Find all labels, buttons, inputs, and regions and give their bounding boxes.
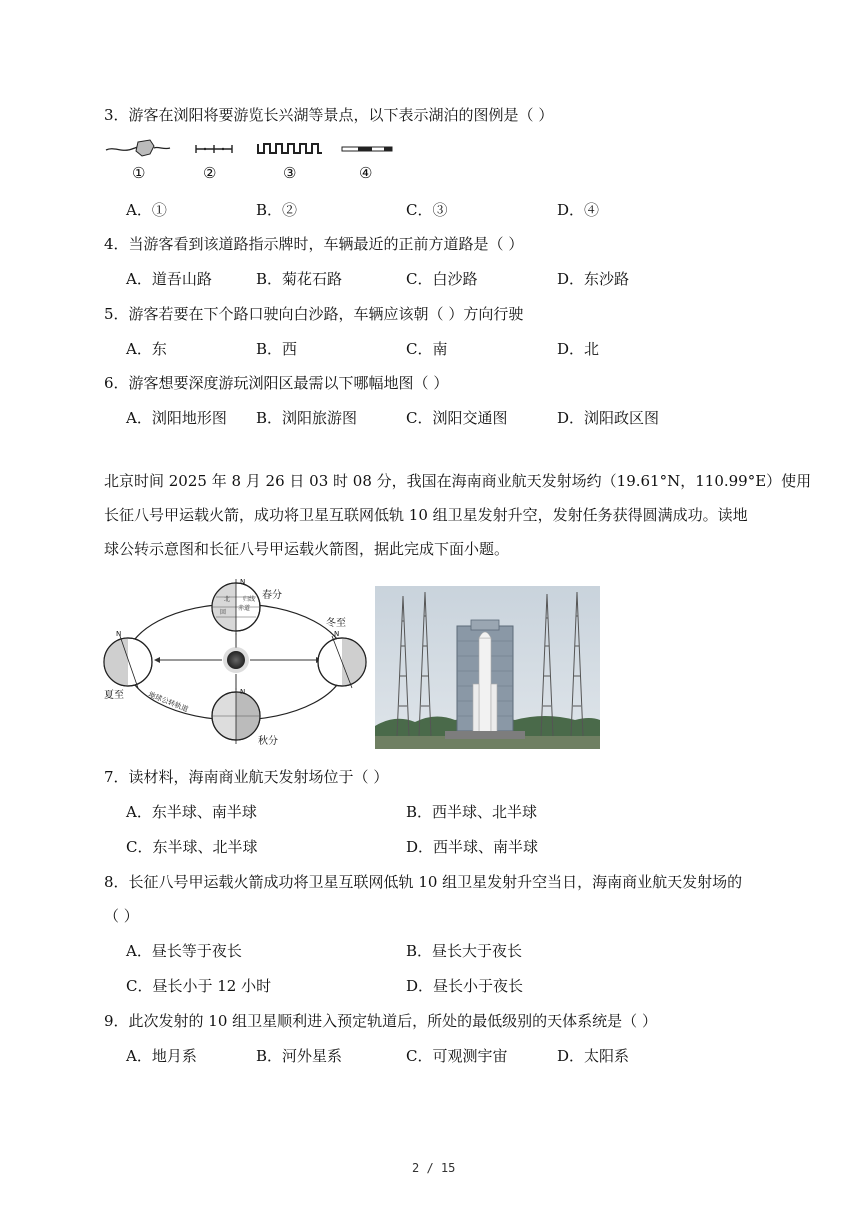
q8-option-d: D．昼长小于夜长 (406, 977, 524, 995)
label-n-bottom: N (240, 688, 246, 696)
q6-option-c: C．浏阳交通图 (406, 409, 508, 427)
question-6-stem: 6．游客想要深度游玩浏阳区最需以下哪幅地图（ ） (104, 374, 449, 392)
lake-symbol-icon (106, 140, 170, 156)
q5-option-c: C．南 (406, 340, 448, 358)
q3-option-b: B．② (256, 201, 298, 219)
q4-option-c: C．白沙路 (406, 270, 478, 288)
q6-option-b: B．浏阳旅游图 (256, 409, 358, 427)
q7-option-d: D．西半球、南半球 (406, 838, 539, 856)
q4-option-b: B．菊花石路 (256, 270, 343, 288)
question-3-stem: 3．游客在浏阳将要游览长兴湖等景点，以下表示湖泊的图例是（ ） (104, 106, 554, 124)
q4-option-a: A．道吾山路 (126, 270, 212, 288)
q6-option-d: D．浏阳政区图 (557, 409, 660, 427)
legend-label-4: ④ (359, 164, 373, 182)
label-inner-mid: 赤道 (238, 605, 251, 612)
label-n-right: N (334, 630, 340, 638)
legend-symbols (100, 136, 400, 162)
q8-option-a: A．昼长等于夜长 (126, 942, 242, 960)
earth-orbit-diagram (100, 578, 372, 748)
legend-label-2: ② (203, 164, 217, 182)
q7-option-b: B．西半球、北半球 (406, 803, 538, 821)
label-n-top: N (240, 578, 246, 586)
great-wall-symbol-icon (258, 144, 322, 153)
q7-option-a: A．东半球、南半球 (126, 803, 257, 821)
q8-option-b: B．昼长大于夜长 (406, 942, 523, 960)
rocket-launch-photo (375, 586, 600, 749)
label-winter: 冬至 (326, 618, 346, 629)
label-summer: 夏至 (104, 690, 124, 701)
material-line-1: 北京时间 2025 年 8 月 26 日 03 时 08 分，我国在海南商业航天发射场约（19.61°N，110.99°E）使用 (104, 472, 812, 490)
q3-option-d: D．④ (557, 201, 600, 219)
railway-symbol-icon (342, 147, 392, 151)
material-line-2: 长征八号甲运载火箭，成功将卫星互联网低轨 10 组卫星发射升空，发射任务获得圆满成功。读地 (104, 506, 748, 524)
q3-option-a: A．① (126, 201, 167, 219)
page-number: 2 / 15 (412, 1161, 456, 1175)
label-inner-right: 归线 (243, 596, 256, 603)
label-orbit: 地球公转轨道 (147, 690, 190, 714)
q9-option-d: D．太阳系 (557, 1047, 630, 1065)
label-inner-left: 回 (220, 609, 227, 616)
label-spring: 春分 (262, 590, 282, 601)
earth-winter-icon (318, 636, 366, 688)
legend-label-3: ③ (283, 164, 297, 182)
question-9-stem: 9．此次发射的 10 组卫星顺利进入预定轨道后，所处的最低级别的天体系统是（ ） (104, 1012, 657, 1030)
earth-summer-icon (104, 636, 152, 688)
boundary-symbol-icon (196, 145, 232, 153)
question-8-stem: 8．长征八号甲运载火箭成功将卫星互联网低轨 10 组卫星发射升空当日，海南商业航天发射场的 (104, 873, 743, 891)
q7-option-c: C．东半球、北半球 (126, 838, 258, 856)
question-7-stem: 7．读材料，海南商业航天发射场位于（ ） (104, 768, 389, 786)
question-4-stem: 4．当游客看到该道路指示牌时，车辆最近的正前方道路是（ ） (104, 235, 524, 253)
q5-option-b: B．西 (256, 340, 298, 358)
material-line-3: 球公转示意图和长征八号甲运载火箭图，据此完成下面小题。 (104, 540, 510, 558)
q9-option-a: A．地月系 (126, 1047, 197, 1065)
question-5-stem: 5．游客若要在下个路口驶向白沙路，车辆应该朝（ ）方向行驶 (104, 305, 524, 323)
label-inner-top: 北 (224, 596, 231, 603)
q9-option-c: C．可观测宇宙 (406, 1047, 508, 1065)
sun-icon (223, 647, 249, 673)
q9-option-b: B．河外星系 (256, 1047, 343, 1065)
q3-option-c: C．③ (406, 201, 448, 219)
label-n-left: N (116, 630, 122, 638)
q4-option-d: D．东沙路 (557, 270, 630, 288)
q5-option-a: A．东 (126, 340, 167, 358)
label-autumn: 秋分 (258, 736, 278, 747)
legend-label-1: ① (132, 164, 146, 182)
rocket-photo-illustration (375, 586, 600, 749)
earth-spring-icon (212, 579, 260, 635)
question-8-stem-2: （ ） (104, 907, 139, 925)
q8-option-c: C．昼长小于 12 小时 (126, 977, 272, 995)
earth-autumn-icon (212, 688, 260, 744)
q5-option-d: D．北 (557, 340, 600, 358)
q6-option-a: A．浏阳地形图 (126, 409, 227, 427)
